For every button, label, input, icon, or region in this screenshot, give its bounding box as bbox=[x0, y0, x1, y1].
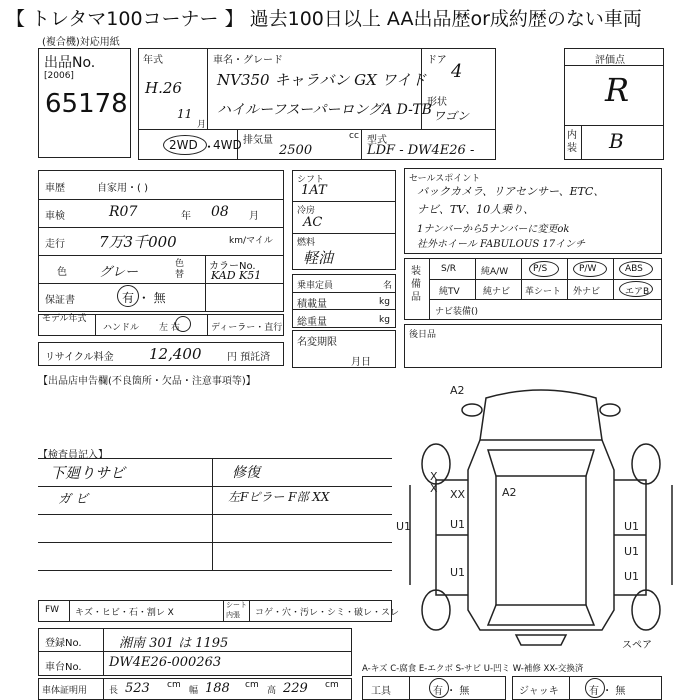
tools-label: 工具 bbox=[371, 686, 391, 697]
equip-navi: 純ナビ bbox=[483, 287, 511, 297]
seat-label: シート内張 bbox=[226, 601, 247, 619]
height-value: 229 bbox=[283, 681, 308, 696]
shape-value: ワゴン bbox=[433, 109, 470, 123]
damage-mark: U1 bbox=[396, 520, 412, 533]
shape-label: 形状 bbox=[427, 97, 447, 108]
handle-value: 左 右 bbox=[159, 323, 180, 333]
ac-value: AC bbox=[303, 215, 323, 230]
history-box bbox=[38, 170, 284, 312]
page-header: 【 トレタマ100コーナー 】 過去100日以上 AA出品歴or成約歴のない車両 bbox=[6, 8, 642, 30]
sales-points-label: セールスポイント bbox=[409, 174, 481, 184]
model-label: 型式 bbox=[367, 135, 387, 146]
damage-mark: U1 bbox=[624, 570, 640, 583]
model-year-row bbox=[38, 314, 284, 336]
name-change-label: 名変期限 bbox=[297, 337, 337, 348]
jack-label: ジャッキ bbox=[519, 686, 559, 697]
mileage-unit: km/マイル bbox=[229, 236, 273, 246]
title-value: 自家用・( ) bbox=[97, 183, 148, 194]
month-unit: 月 bbox=[197, 120, 207, 130]
tools-box bbox=[362, 676, 506, 700]
chassis-value: DW4E26-000263 bbox=[109, 655, 222, 670]
damage-legend: A-キズ C-腐食 E-エクボ S-サビ U-凹ミ W-補修 XX-交換済 bbox=[362, 664, 584, 674]
cert-row bbox=[38, 678, 352, 700]
weight-unit: kg bbox=[379, 315, 390, 325]
spare-label: スペア bbox=[622, 640, 652, 651]
equipment-label: 装備品 bbox=[411, 266, 421, 303]
recycle-value: 12,400 bbox=[149, 345, 202, 363]
vehicle-box bbox=[138, 48, 496, 160]
name-line1: NV350 キャラバン GX ワイド bbox=[217, 71, 427, 89]
score-value: R bbox=[605, 71, 630, 109]
inspection-month: 08 bbox=[211, 204, 229, 220]
color-label: 色 bbox=[57, 267, 67, 278]
damage-mark: A2 bbox=[450, 384, 465, 397]
month-value: 11 bbox=[177, 107, 193, 121]
inspector-note: 修復 bbox=[232, 465, 260, 481]
equipment-box bbox=[404, 258, 662, 320]
equip-alloy: 純A/W bbox=[481, 267, 509, 277]
color-change-label: 色替 bbox=[175, 259, 185, 280]
displacement-value: 2500 bbox=[279, 143, 313, 158]
name-change-unit: 月日 bbox=[351, 357, 371, 368]
height-unit: cm bbox=[325, 680, 339, 690]
length-label: 長 bbox=[109, 686, 119, 696]
lot-number: 65178 bbox=[45, 89, 128, 119]
model-value: LDF - DW4E26 - bbox=[367, 143, 475, 158]
seat-value: コゲ・穴・汚レ・シミ・破レ・スレ bbox=[255, 608, 400, 618]
form-subtitle: (複合機)対応用紙 bbox=[42, 37, 120, 48]
drive-4wd: 4WD bbox=[213, 138, 242, 152]
jack-value: 有 ・ 無 bbox=[589, 686, 626, 697]
reg-value: 湘南 301 は 1195 bbox=[119, 636, 229, 651]
fuel-value: 軽油 bbox=[303, 249, 334, 267]
sales-points-box bbox=[404, 168, 662, 254]
damage-mark: U1 bbox=[624, 520, 640, 533]
warranty-label: 保証書 bbox=[45, 295, 75, 306]
inspection-label: 車検 bbox=[45, 211, 65, 222]
registration-box bbox=[38, 628, 352, 676]
equip-abs: ABS bbox=[625, 264, 643, 274]
recycle-label: リサイクル料金 bbox=[45, 352, 114, 363]
warranty-value: 有 ・ 無 bbox=[122, 291, 166, 305]
mechanical-box bbox=[292, 170, 396, 270]
fw-row bbox=[38, 600, 400, 622]
color-value: グレー bbox=[99, 265, 139, 280]
handle-label: ハンドル bbox=[103, 323, 140, 333]
lot-year-tag: [2006] bbox=[44, 71, 74, 81]
height-label: 高 bbox=[267, 686, 277, 696]
dealer-label: ディーラー・直行 bbox=[211, 323, 283, 333]
equip-ext-navi: 外ナビ bbox=[573, 287, 601, 297]
year-label: 年式 bbox=[143, 55, 163, 66]
equip-sunroof: S/R bbox=[441, 264, 456, 274]
shift-value: 1AT bbox=[301, 183, 327, 198]
post-fit-box bbox=[404, 324, 662, 368]
cert-label: 車体証明用 bbox=[42, 686, 88, 696]
year-value: H.26 bbox=[145, 79, 182, 97]
color-no-value: KAD K51 bbox=[211, 269, 262, 282]
name-change-box bbox=[292, 330, 396, 368]
damage-mark: X bbox=[430, 470, 438, 483]
sales-point-line: 1ナンバーから5ナンバーに変更ok bbox=[417, 224, 570, 235]
doors-label: ドア bbox=[427, 55, 447, 66]
inspection-value: R07 bbox=[109, 204, 138, 220]
inspector-note: ガ ビ bbox=[58, 492, 89, 507]
jack-box bbox=[512, 676, 662, 700]
recycle-unit: 円 預託済 bbox=[227, 352, 271, 363]
displacement-label: 排気量 bbox=[243, 135, 273, 146]
capacity-label: 乗車定員 bbox=[297, 281, 334, 291]
fuel-label: 燃料 bbox=[297, 238, 316, 248]
inspector-note: 左Fピラー F部 XX bbox=[228, 490, 330, 504]
lot-label: 出品No. bbox=[44, 55, 96, 71]
sales-point-line: ナビ、TV、10人乗り、 bbox=[417, 203, 535, 216]
inspector-note: 下廻りサビ bbox=[50, 464, 126, 482]
declaration-label: 【出品店申告欄(不良箇所・欠品・注意事項等)】 bbox=[38, 376, 256, 387]
width-label: 幅 bbox=[189, 686, 199, 696]
fw-label: FW bbox=[45, 605, 60, 615]
score-box bbox=[564, 48, 664, 160]
inspection-month-unit: 月 bbox=[249, 211, 259, 222]
width-value: 188 bbox=[205, 681, 230, 696]
doors-value: 4 bbox=[451, 61, 463, 82]
fw-value: キズ・ヒビ・石・割レ X bbox=[75, 608, 174, 618]
car-damage-diagram bbox=[396, 380, 686, 650]
color-no-label: カラーNo. bbox=[209, 261, 256, 272]
equip-ps: P/S bbox=[533, 264, 548, 274]
drive-2wd: 2WD bbox=[169, 138, 198, 152]
navi-equip-label: ナビ装備() bbox=[435, 307, 479, 317]
name-label: 車名・グレード bbox=[213, 55, 283, 66]
damage-mark: U1 bbox=[450, 518, 466, 531]
damage-mark: U1 bbox=[624, 545, 640, 558]
load-unit: kg bbox=[379, 297, 390, 307]
reg-label: 登録No. bbox=[45, 638, 82, 649]
weight-label: 総重量 bbox=[297, 317, 327, 328]
name-line2: ハイルーフスーパーロングA D-TB bbox=[217, 102, 432, 118]
damage-mark: A2 bbox=[502, 486, 517, 499]
interior-value: B bbox=[609, 129, 624, 153]
title-label: 車歴 bbox=[45, 183, 65, 194]
equip-airbag: エアB bbox=[625, 287, 650, 297]
displacement-unit: cc bbox=[349, 131, 359, 141]
post-fit-label: 後日品 bbox=[409, 330, 437, 340]
damage-mark: X bbox=[430, 482, 438, 495]
chassis-label: 車台No. bbox=[45, 662, 82, 673]
shift-label: シフト bbox=[297, 175, 325, 185]
equip-tv: 純TV bbox=[439, 287, 460, 297]
length-unit: cm bbox=[167, 680, 181, 690]
drive-sep: ・ bbox=[203, 140, 216, 154]
score-label: 評価点 bbox=[595, 55, 625, 66]
recycle-row bbox=[38, 342, 284, 366]
lot-box bbox=[38, 48, 131, 158]
mileage-value: 7万3千000 bbox=[99, 233, 177, 251]
damage-mark: XX bbox=[450, 488, 466, 501]
load-label: 積載量 bbox=[297, 299, 327, 310]
mileage-label: 走行 bbox=[45, 239, 65, 250]
interior-label: 内装 bbox=[567, 130, 577, 154]
sales-point-line: 社外ホイール FABULOUS 17インチ bbox=[417, 239, 586, 250]
capacity-unit: 名 bbox=[383, 281, 393, 291]
damage-mark: U1 bbox=[450, 566, 466, 579]
model-year-label: モデル年式 bbox=[42, 314, 87, 324]
ac-label: 冷房 bbox=[297, 206, 316, 216]
inspection-year-unit: 年 bbox=[181, 211, 191, 222]
width-unit: cm bbox=[245, 680, 259, 690]
sales-point-line: バックカメラ、リアセンサー、ETC、 bbox=[417, 185, 605, 198]
inspector-label: 【検査員記入】 bbox=[38, 450, 108, 461]
length-value: 523 bbox=[125, 681, 150, 696]
equip-pw: P/W bbox=[579, 264, 597, 274]
equip-leather: 革シート bbox=[525, 287, 562, 297]
tools-value: 有 ・ 無 bbox=[433, 686, 470, 697]
capacity-box bbox=[292, 274, 396, 328]
